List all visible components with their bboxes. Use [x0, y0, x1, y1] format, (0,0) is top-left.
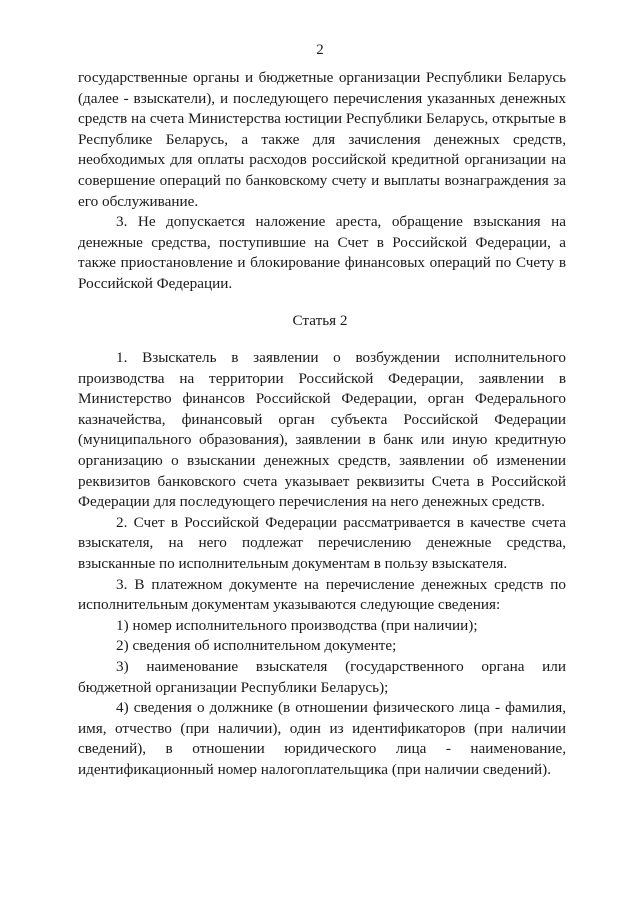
- page-number: 2: [316, 42, 324, 58]
- article-clause-2: 2. Счет в Российской Федерации рассматривается в качестве счета взыскателя, на него подлежат перечислению денежные средства, взысканные по исполнительным документам в пользу взыскателя.: [78, 513, 566, 572]
- paragraph-continuation: государственные органы и бюджетные организации Республики Беларусь (далее - взыскатели), и последующего перечисления указанных денежных средств на счета Министерства юстиции Республики Беларусь, открытые в Республике Беларусь, а также для зачисления денежных средств, необходимых для оплаты расходов российской кредитной организации на совершение операций по банковскому счету и выплаты вознаграждения за его обслуживание.: [78, 69, 566, 210]
- article-heading: Статья 2: [292, 312, 348, 329]
- article-clause-3: 3. В платежном документе на перечисление денежных средств по исполнительным документам указываются следующие сведения:: [78, 575, 566, 614]
- list-item: 1) номер исполнительного производства (при наличии);: [116, 616, 478, 634]
- list-item: 2) сведения об исполнительном документе;: [116, 637, 397, 655]
- article-body: [78, 348, 566, 780]
- intro-section: [78, 68, 566, 295]
- intro-clause-3: 3. Не допускается наложение ареста, обращение взыскания на денежные средства, поступившие на Счет в Российской Федерации, а также приостановление и блокирование финансовых операций по Счету в Российской Федерации.: [78, 213, 566, 292]
- list-item: 3) наименование взыскателя (государственного органа или бюджетной организации Республики Беларусь);: [78, 657, 566, 696]
- article-clause-1: 1. Взыскатель в заявлении о возбуждении исполнительного производства на территории Российской Федерации, заявлении в Министерство финансов Российской Федерации, орган Федерального казначейства, финансовый орган субъекта Российской Федерации (муниципального образования), заявлении в банк или иную кредитную организацию о взыскании денежных средств, заявлении об изменении реквизитов банковского счета указывает реквизиты Счета в Российской Федерации для последующего перечисления на него денежных средств.: [78, 349, 566, 511]
- list-item: 4) сведения о должнике (в отношении физического лица - фамилия, имя, отчество (при наличии), один из идентификаторов (при наличии сведений), в отношении юридического лица - наименование, идентификационный номер налогоплательщика (при наличии сведений).: [78, 699, 566, 778]
